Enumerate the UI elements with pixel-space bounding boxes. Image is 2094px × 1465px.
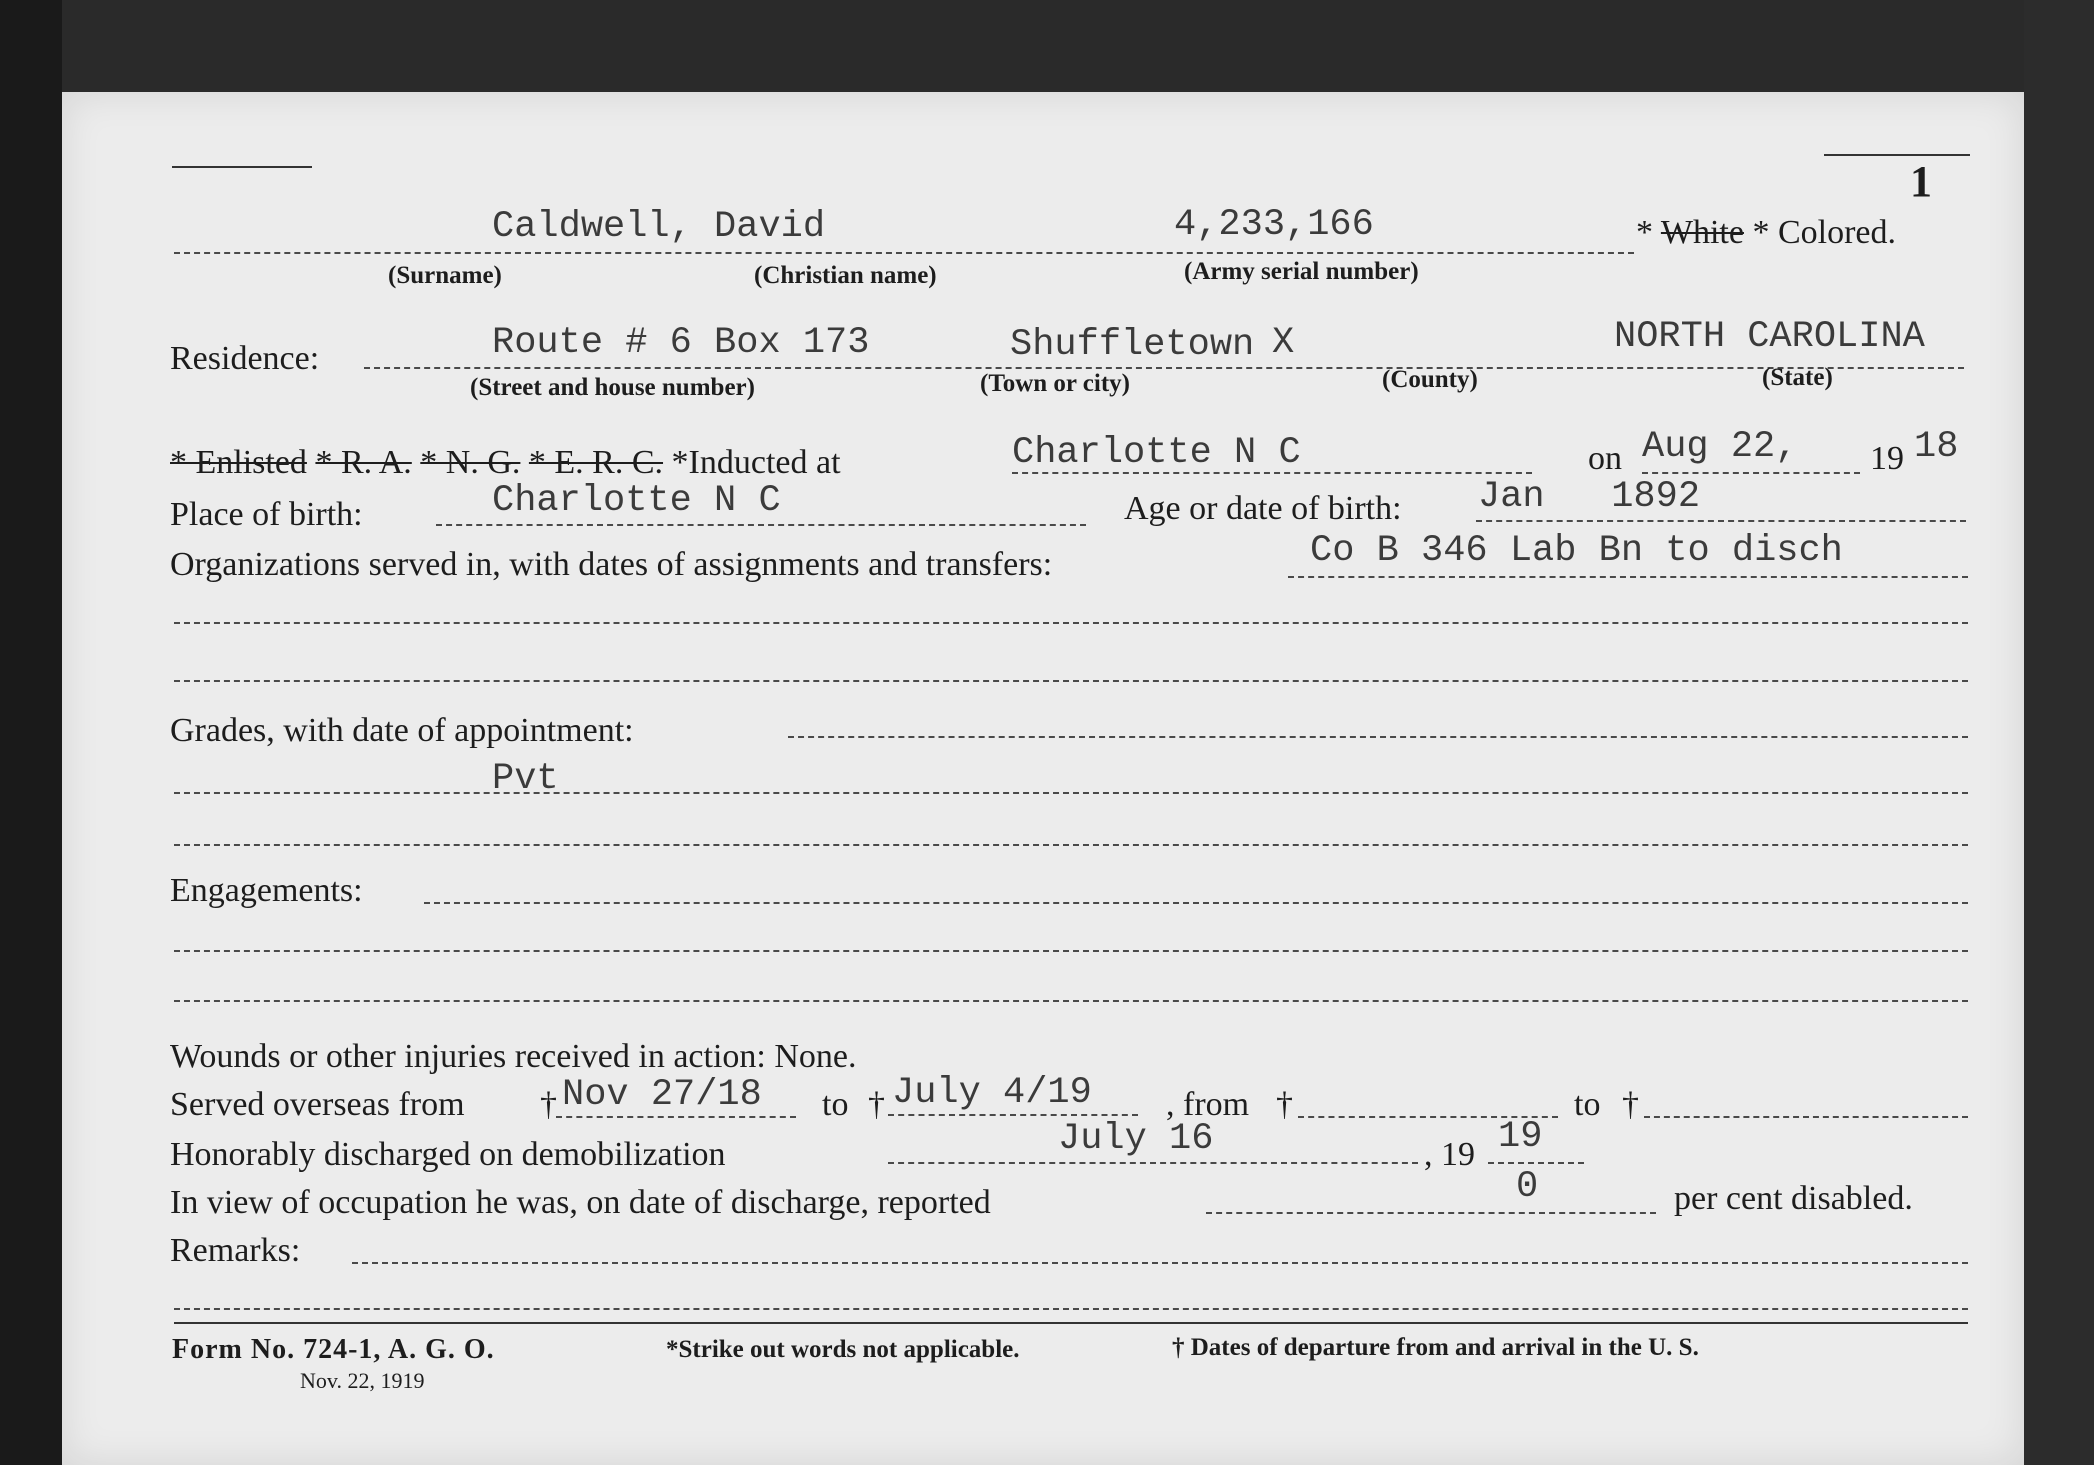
remarks-line-1 xyxy=(352,1262,1968,1264)
grades-line-2 xyxy=(174,792,1968,794)
discharge-date-line xyxy=(888,1162,1418,1164)
top-right-rule xyxy=(1824,154,1970,156)
place-of-birth-label: Place of birth: xyxy=(170,496,363,533)
strike-note: *Strike out words not applicable. xyxy=(666,1336,1020,1363)
overseas-to-label: to xyxy=(822,1086,849,1123)
state-caption: (State) xyxy=(1762,364,1833,391)
service-branch-options xyxy=(170,444,841,482)
town-caption: (Town or city) xyxy=(980,370,1130,397)
organizations-line-2 xyxy=(174,622,1968,624)
race-white-struck: White xyxy=(1660,214,1744,251)
footer-rule xyxy=(174,1322,1968,1324)
grades-line-1 xyxy=(788,736,1968,738)
surname-caption: (Surname) xyxy=(388,262,502,289)
ng-struck: * N. G. xyxy=(420,444,521,481)
engagements-line-3 xyxy=(174,1000,1968,1002)
induction-date-value: Aug 22, xyxy=(1642,426,1798,468)
ra-struck: * R. A. xyxy=(315,444,412,481)
induction-year-prefix: 19 xyxy=(1870,440,1904,477)
residence-label: Residence: xyxy=(170,340,320,377)
engagements-line-2 xyxy=(174,950,1968,952)
disability-suffix: per cent disabled. xyxy=(1674,1180,1913,1217)
christian-name-caption: (Christian name) xyxy=(754,262,937,289)
discharge-year-prefix: , 19 xyxy=(1424,1136,1475,1173)
grade-value: Pvt xyxy=(492,758,559,800)
grades-label: Grades, with date of appointment: xyxy=(170,712,634,749)
engagements-line-1 xyxy=(424,902,1968,904)
overseas-from2-label: , from xyxy=(1166,1086,1250,1123)
enlisted-struck: * Enlisted xyxy=(170,444,307,481)
organizations-line-3 xyxy=(174,680,1968,682)
overseas-to-value: July 4/19 xyxy=(892,1072,1092,1114)
overseas-to-line xyxy=(888,1114,1138,1116)
induction-date-line xyxy=(1642,472,1860,474)
overseas-from-line xyxy=(556,1116,796,1118)
residence-county-mark: X xyxy=(1272,322,1295,364)
discharge-year-value: 19 xyxy=(1498,1116,1543,1158)
erc-struck: * E. R. C. xyxy=(528,444,664,481)
organizations-value: Co B 346 Lab Bn to disch xyxy=(1310,530,1843,572)
name-line xyxy=(174,252,1634,254)
form-number: Form No. 724-1, A. G. O. xyxy=(172,1334,495,1365)
inducted-line xyxy=(1012,472,1532,474)
discharge-label: Honorably discharged on demobilization xyxy=(170,1136,726,1173)
discharge-date-value: July 16 xyxy=(1058,1118,1214,1160)
scanner-background-left xyxy=(0,0,62,1465)
age-value: Jan 1892 xyxy=(1478,476,1701,518)
service-record-card xyxy=(62,92,2024,1465)
organizations-label: Organizations served in, with dates of assignments and transfers: xyxy=(170,546,1053,583)
organizations-line-1 xyxy=(1288,576,1968,578)
disability-value: 0 xyxy=(1516,1166,1539,1208)
remarks-label: Remarks: xyxy=(170,1232,301,1269)
dagger-3: † xyxy=(1276,1086,1293,1123)
dagger-4: † xyxy=(1622,1086,1639,1123)
age-line xyxy=(1476,520,1966,522)
card-number: 1 xyxy=(1910,157,1932,206)
discharge-year-line xyxy=(1488,1162,1584,1164)
residence-line xyxy=(364,367,1964,369)
place-of-birth-value: Charlotte N C xyxy=(492,480,781,522)
overseas-to2-label: to xyxy=(1574,1086,1601,1123)
wounds-text: Wounds or other injuries received in action: None. xyxy=(170,1038,857,1075)
name-value: Caldwell, David xyxy=(492,206,826,248)
remarks-line-2 xyxy=(174,1308,1968,1310)
dates-note: † Dates of departure from and arrival in the U. S. xyxy=(1172,1334,1699,1361)
disability-label: In view of occupation he was, on date of discharge, reported xyxy=(170,1184,991,1221)
inducted-at-value: Charlotte N C xyxy=(1012,432,1301,474)
residence-street-value: Route # 6 Box 173 xyxy=(492,322,870,364)
disability-line xyxy=(1206,1212,1656,1214)
overseas-from-value: Nov 27/18 xyxy=(562,1074,762,1116)
residence-town-value: Shuffletown xyxy=(1010,324,1255,366)
top-left-rule xyxy=(172,166,312,168)
overseas-to2-line xyxy=(1644,1116,1968,1118)
serial-caption: (Army serial number) xyxy=(1184,258,1419,285)
race-options: * White * Colored. xyxy=(1636,214,1897,251)
overseas-label: Served overseas from xyxy=(170,1086,465,1123)
place-of-birth-line xyxy=(436,524,1086,526)
dagger-2: † xyxy=(868,1086,885,1123)
grades-line-3 xyxy=(174,844,1968,846)
dagger-1: † xyxy=(540,1086,557,1123)
induction-year-value: 18 xyxy=(1914,426,1959,468)
form-date: Nov. 22, 1919 xyxy=(300,1368,425,1393)
race-colored: Colored. xyxy=(1777,214,1897,251)
street-caption: (Street and house number) xyxy=(470,374,755,401)
on-label: on xyxy=(1588,440,1622,477)
serial-value: 4,233,166 xyxy=(1174,204,1374,246)
inducted-label: *Inducted at xyxy=(671,444,841,481)
age-label: Age or date of birth: xyxy=(1124,490,1402,527)
engagements-label: Engagements: xyxy=(170,872,363,909)
residence-state-value: NORTH CAROLINA xyxy=(1614,316,1925,358)
scanner-background-right xyxy=(2024,0,2094,1465)
county-caption: (County) xyxy=(1382,366,1478,393)
